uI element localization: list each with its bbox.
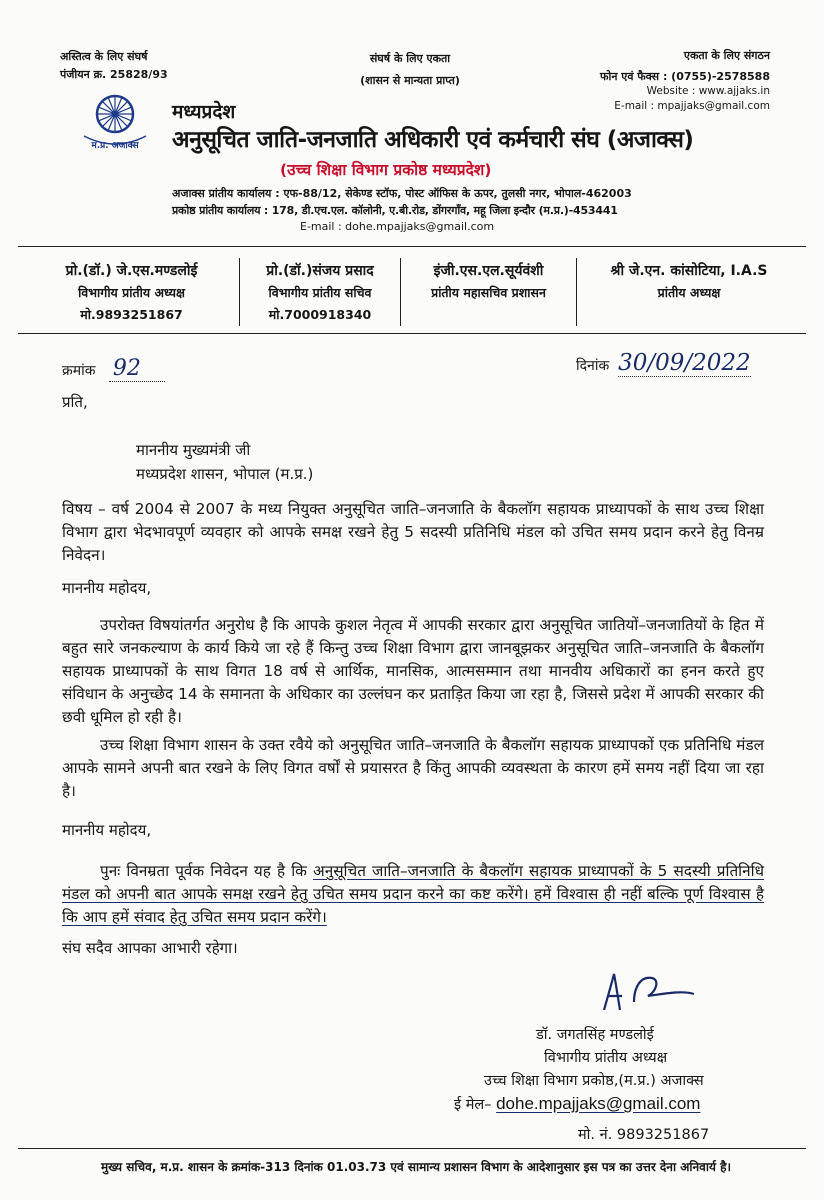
signatory-post: विभागीय प्रांतीय अध्यक्ष <box>544 1050 668 1066</box>
official-2 <box>239 258 400 326</box>
signature <box>590 966 700 1026</box>
motto-right: एकता के लिए संगठन <box>683 49 770 62</box>
paragraph-2: उच्च शिक्षा विभाग शासन के उक्त रवैये को अनुसूचित जाति–जनजाति के बैकलॉग सहायक प्राध्यापकों एक प्रतिनिधि मंडल आपके सामने अपनी बात रखने के लिए विगत वर्षों से प्रयासरत है किंतु आपकी व्यवस्थता के कारण हमें समय नहीं दिया जा रहा है। <box>62 736 764 800</box>
reference-line <box>62 356 165 381</box>
official-post: प्रांतीय महासचिव प्रशासन <box>431 285 546 300</box>
logo-text: म.प्र. अजाक्स <box>91 141 139 151</box>
officials-row <box>24 258 804 326</box>
cell-email: E-mail : dohe.mpajjaks@gmail.com <box>300 220 495 233</box>
official-name: प्रो.(डॉ.)संजय प्रसाद <box>266 263 374 279</box>
official-name: प्रो.(डॉ.) जे.एस.मण्डलोई <box>65 263 198 279</box>
phone-fax: फोन एवं फैक्स : (0755)-2578588 <box>599 70 770 83</box>
official-4 <box>576 258 801 326</box>
reference-number: 92 <box>109 356 165 382</box>
office-address-2: प्रकोष्ठ प्रांतीय कार्यालय : 178, डी.एच.एल. कॉलोनी, ए.बी.रोड, डोंगरगाँव, महू जिला इन्दौर (म.प्र.)-453441 <box>172 204 618 217</box>
official-1 <box>24 258 239 326</box>
paragraph-3 <box>62 860 764 929</box>
recognition-note: (शासन से मान्यता प्राप्त) <box>360 74 460 87</box>
top-left-block <box>60 48 168 84</box>
date-label: दिनांक <box>576 358 610 374</box>
office-address-1: अजाक्स प्रांतीय कार्यालय : एफ-88/12, सेकेण्ड स्टॉफ, पोस्ट ऑफिस के ऊपर, तुलसी नगर, भोपाल-462003 <box>172 187 632 200</box>
to-label: प्रति, <box>62 393 88 411</box>
email-label: ई मेल– <box>454 1097 492 1113</box>
salutation-2: माननीय महोदय, <box>62 821 152 839</box>
organization-logo <box>80 88 150 158</box>
date-line <box>576 350 751 376</box>
official-phone: मो.7000918340 <box>268 307 372 322</box>
motto-left: अस्तित्व के लिए संघर्ष <box>60 50 148 63</box>
top-center-block <box>300 48 520 92</box>
official-name: इंजी.एस.एल.सूर्यवंशी <box>433 263 544 279</box>
motto-center: संघर्ष के लिए एकता <box>369 52 451 65</box>
signatory-name: डॉ. जगतसिंह मण्डलोई <box>536 1027 654 1043</box>
official-3 <box>400 258 576 326</box>
official-post: प्रांतीय अध्यक्ष <box>657 285 721 300</box>
salutation: माननीय महोदय, <box>62 579 152 597</box>
registration-number: पंजीयन क्र. 25828/93 <box>60 68 168 81</box>
top-right-block <box>600 48 770 114</box>
signatory-phone: मो. नं. 9893251867 <box>578 1127 710 1143</box>
closing-line: संघ सदैव आपका आभारी रहेगा। <box>62 939 238 957</box>
email-top: E-mail : mpajjaks@gmail.com <box>614 100 770 112</box>
organization-name: अनुसूचित जाति-जनजाति अधिकारी एवं कर्मचारी संघ (अजाक्स) <box>172 127 694 153</box>
header-divider <box>18 246 806 247</box>
paragraph-3-request: अनुसूचित जाति–जनजाति के बैकलॉग सहायक प्राध्यापकों के 5 सदस्यी प्रतिनिधि मंडल को अपनी बात आपके समक्ष रखने हेतु उचित समय प्रदान करने का कष्ट करेंगे। हमें विश्वास ही नहीं बल्कि पूर्ण विश्वास है कि आप हमें संवाद हेतु उचित समय प्रदान करेंगे। <box>62 862 764 926</box>
paragraph-3-lead: पुनः विनम्रता पूर्वक निवेदन यह है कि <box>100 862 314 880</box>
email-line <box>454 1094 700 1114</box>
paragraph-1: उपरोक्त विषयांतर्गत अनुरोध है कि आपके कुशल नेतृत्व में आपकी सरकार द्वारा अनुसूचित जातियों–जनजातियों के हित में बहुत सारे जनकल्याण के कार्य किये जा रहे हैं किन्तु उच्च शिक्षा विभाग द्वारा जानबूझकर अनुसूचित जाति–जनजाति के बैकलॉग सहायक प्राध्यापकों के साथ विगत 18 वर्ष से आर्थिक, मानसिक, आत्मसम्मान तथा मानवीय अधिकारों का हनन करते हुए संविधान के अनुच्छेद 14 के समानता के अधिकार का उल्लंघन कर प्रताड़ित किया जा रहा है, जिससे प्रदेश में आपकी सरकार की छवी धूमिल हो रही है। <box>62 616 764 726</box>
cell-name: (उच्च शिक्षा विभाग प्रकोष्ठ मध्यप्रदेश) <box>280 161 492 179</box>
subject: विषय – वर्ष 2004 से 2007 के मध्य नियुक्त अनुसूचित जाति–जनजाति के बैकलॉग सहायक प्राध्यापकों के साथ उच्च शिक्षा विभाग द्वारा भेदभावपूर्ण व्यवहार को आपके समक्ष रखने हेतु 5 सदस्यी प्रतिनिधि मंडल को उचित समय प्रदान करने हेतु विनम्र निवेदन। <box>62 500 764 564</box>
official-name: श्री जे.एन. कांसोटिया, I.A.S <box>610 263 768 279</box>
officials-divider <box>18 333 806 334</box>
reference-label: क्रमांक <box>62 363 96 379</box>
state-name: मध्यप्रदेश <box>172 101 236 123</box>
official-post: विभागीय प्रांतीय सचिव <box>268 285 372 300</box>
official-post: विभागीय प्रांतीय अध्यक्ष <box>78 285 185 300</box>
official-phone: मो.9893251867 <box>80 307 183 322</box>
recipient-line-2: मध्यप्रदेश शासन, भोपाल (म.प्र.) <box>136 465 314 483</box>
signatory-unit: उच्च शिक्षा विभाग प्रकोष्ठ,(म.प्र.) अजाक्स <box>484 1073 704 1089</box>
signatory-email[interactable]: dohe.mpajjaks@gmail.com <box>496 1094 701 1113</box>
website: Website : www.ajjaks.in <box>646 85 770 97</box>
signatory-block <box>536 1024 667 1070</box>
footer-divider <box>18 1148 806 1149</box>
date-value: 30/09/2022 <box>618 350 751 376</box>
recipient-line-1: माननीय मुख्यमंत्री जी <box>136 441 251 459</box>
footer-note: मुख्य सचिव, म.प्र. शासन के क्रमांक-313 दिनांक 01.03.73 एवं सामान्य प्रशासन विभाग के आदेशानुसार इस पत्र का उत्तर देना अनिवार्य है। <box>100 1160 732 1174</box>
